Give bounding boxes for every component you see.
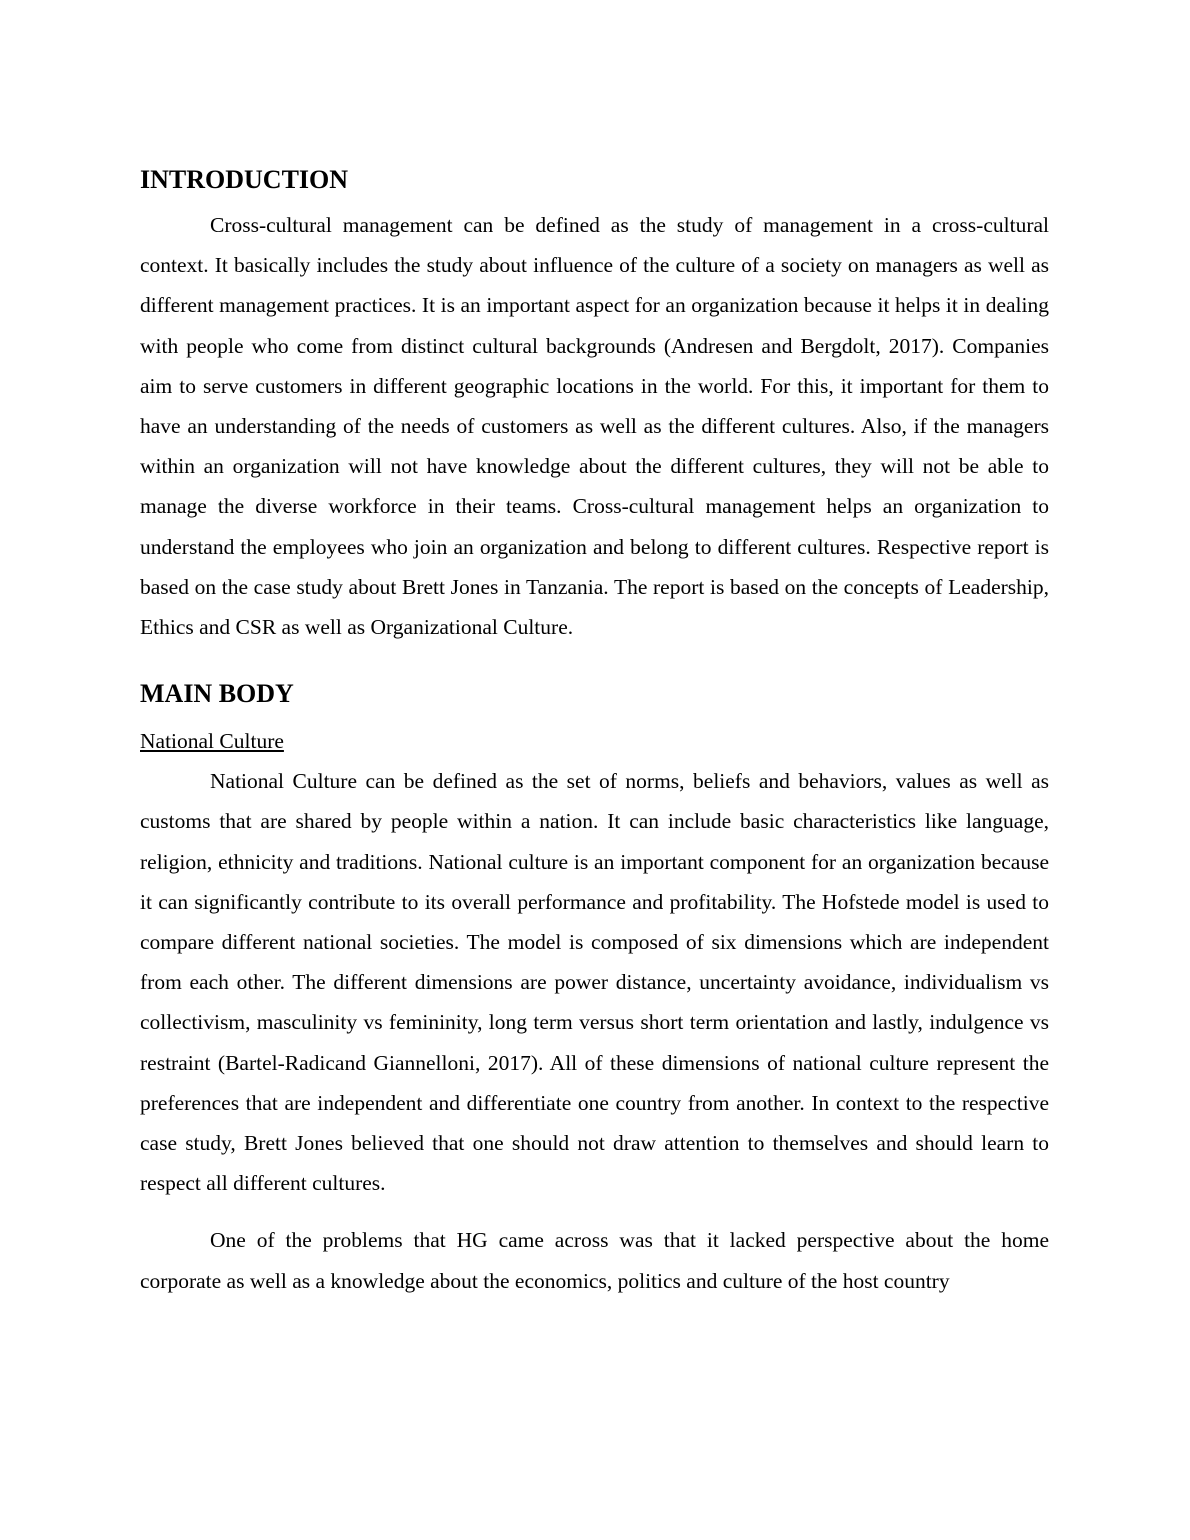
- introduction-paragraph: Cross-cultural management can be defined as the study of management in a cross-cultural context. It basically includes the study about influence of the culture of a society on managers as well as different management practices. It is an important aspect for an organization because it helps it in dealing with people who come from distinct cultural backgrounds (Andresen and Bergdolt, 2017). Companies aim to serve customers in different geographic locations in the world. For this, it important for them to have an understanding of the needs of customers as well as the different cultures. Also, if the managers within an organization will not have knowledge about the different cultures, they will not be able to manage the diverse workforce in their teams. Cross-cultural management helps an organization to understand the employees who join an organization and belong to different cultures. Respective report is based on the case study about Brett Jones in Tanzania. The report is based on the concepts of Leadership, Ethics and CSR as well as Organizational Culture.: [140, 213, 1049, 640]
- main-body-heading: MAIN BODY: [140, 679, 294, 709]
- national-culture-subheading: National Culture: [140, 729, 284, 754]
- introduction-heading: INTRODUCTION: [140, 165, 349, 194]
- hg-problems-paragraph: One of the problems that HG came across was that it lacked perspective about the home corporate as well as a knowledge about the economics, politics and culture of the host country: [140, 1228, 1049, 1293]
- document-page: [140, 160, 1049, 1301]
- national-culture-paragraph: National Culture can be defined as the set of norms, beliefs and behaviors, values as well as customs that are shared by people within a nation. It can include basic characteristics like language, religion, ethnicity and traditions. National culture is an important component for an organization because it can significantly contribute to its overall performance and profitability. The Hofstede model is used to compare different national societies. The model is composed of six dimensions which are independent from each other. The different dimensions are power distance, uncertainty avoidance, individualism vs collectivism, masculinity vs femininity, long term versus short term orientation and lastly, indulgence vs restraint (Bartel-Radicand Giannelloni, 2017). All of these dimensions of national culture represent the preferences that are independent and differentiate one country from another. In context to the respective case study, Brett Jones believed that one should not draw attention to themselves and should learn to respect all different cultures.: [140, 769, 1049, 1196]
